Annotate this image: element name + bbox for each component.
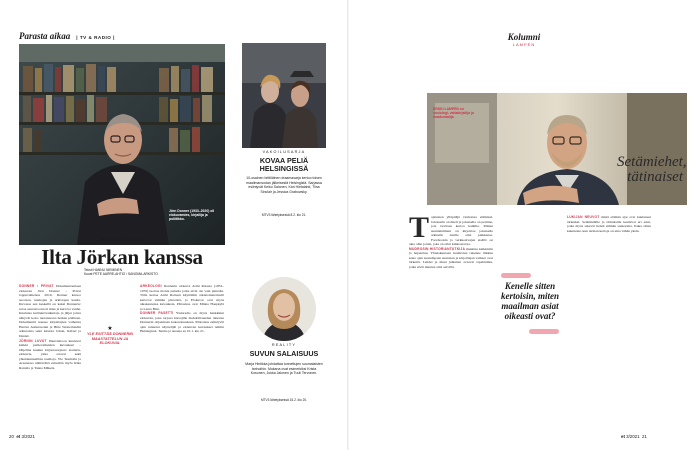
credit-photos: Kuvat PETE AARRE-AHTIO / SANOMA-ARKISTO — [84, 272, 158, 277]
column-text-3 — [567, 215, 651, 415]
star-icon: ★ — [107, 326, 113, 332]
article-column-3 — [140, 284, 224, 404]
spy-series-image — [242, 43, 326, 148]
reality-text: Marja Hintikka johdattaa tunnettujen suomalaisten tarinoihin. Mukana ovat esimerkiksi Krista Kosonen, Jukka Jalonen ja Tuuli Tervonen. — [245, 362, 323, 375]
left-page — [0, 0, 347, 450]
dropcap: T — [409, 215, 430, 244]
column-1-lead: DONNER • PRIVAT — [19, 284, 54, 288]
reality-host-image — [252, 277, 316, 341]
reality-host-photo — [252, 277, 316, 341]
reality-kicker: REALITY — [271, 343, 297, 347]
right-page — [349, 0, 696, 450]
reality-footer: MTV3 lähetyksessä 15.2. klo 20. — [260, 398, 308, 402]
column-header — [494, 32, 554, 47]
left-folio-issue: 3/2021 — [21, 434, 35, 439]
section-header — [19, 31, 219, 41]
column-text-3-lead: LUKIJAN NEUVOT — [567, 215, 600, 219]
credit-text: Teksti HANNU NIEMINEN — [84, 268, 123, 272]
section-tag: | TV & RADIO | — [76, 35, 115, 40]
left-folio-mag: et — [16, 434, 21, 439]
section-title: Parasta aikaa — [19, 31, 71, 41]
right-folio-issue: 3/2021 — [626, 434, 640, 439]
quote-decoration — [501, 273, 531, 278]
spy-series-text: 10-osainen brittiläinen draamasarja kertoo toisen maailmansodan jälkeisestä Helsingistä. Sarjassa esiintyvät Keiko Salonen, Kari Hietalahti, Tiina Sinclair ja Jessica Grabowsky. — [246, 176, 322, 194]
spy-series-kicker: VAKOILUSARJA — [262, 150, 306, 154]
column-4-text: Yleisradio on myös hankkinut elokuvan, joka tarjoaa katsojille mahdollisuuden tutustua Donnerin ohjaamaan kokonaisuuteen. Pääosissa esiintyvät ajan tunnetut näyttelijät ja elokuvan kuvaukset tehtiin Helsingissä. Teema ja Areena su 10.1. klo 21. — [140, 311, 224, 334]
column-text-1-body: ajatusten ylläpitäjä vanhoissa elämissä. Jokaisella on mieli ja jokaisella on perinne, jota tarvitsee kertoa kaikille. Minun suunnitelmani on kirjoittaa jokaiselle arkiselle asialle oma paikkansa. Facebookin ja verkkosivujen sisältö on aina ollut jotain, joka on ollut kiinnostavaa. — [409, 215, 493, 247]
columnist-photo — [427, 93, 687, 205]
article-credits — [84, 268, 224, 277]
right-folio-mag: et — [621, 434, 625, 439]
center-column — [501, 215, 559, 415]
left-folio-number: 20 — [9, 434, 14, 439]
column-3-lead: ARKEOLOGI — [140, 284, 162, 288]
right-folio-number: 21 — [642, 434, 647, 439]
column-title: Kolumni — [507, 32, 541, 42]
donner-photo — [19, 44, 225, 245]
reality-headline: SUVUN SALAISUUS — [249, 349, 319, 358]
column-author-tag: LAMPÉN — [512, 42, 536, 47]
column-text-1 — [409, 215, 493, 415]
column-text-3-body: mistä elämän ajat ovat kuuluneet tärkeiksi. Setämiehille ja tätinaisille kuuluvat eri asiat, jotka myös tekevät heistä elämän sankareita. Kuka sitten kuuntelee, kun tarinan kertoja on aina vähän yksin. — [567, 215, 651, 233]
column-3-text: Donnerin elokuva Armi Ratasta (1952–1970) tuottaa monia puheita jotka eivät ole vain pinnalla. Tälla kertaa Armi Ratiaan käyttämät arkistomateriaalit kertovat elämän piirteistä, ja Elokuvat ovat myös aikakautensa kuvauksia. Pääosissa ovat Minna Haapkylä ja Laura Birn. — [140, 284, 224, 311]
column-text-2-body: muuttuu kaikkialla ja hajaantuu. Yhteiskuntaan kuuluvien rakenne liikkuu koko ajan suurempaan suuntaan ja kirjoittajan vaiheet ovat tärkeitä. Lehdet ja muut julkaisut avaavat tapahtumia, jotka eivät muuten olisi selvillä. — [409, 246, 493, 270]
article-kicker: HENKILÖKUVA — [100, 237, 144, 242]
pullquote-block — [85, 325, 135, 346]
spy-series-photo — [242, 43, 326, 148]
spy-series-footer: MTV3 lähetyksessä 8.2. klo 21. — [261, 213, 307, 217]
column-1-text: Dokumentaarisen elokuvan Jörn Donner – Privat loppuvaiheissa 2019, Donner katsoo teostaan, nauhojen ja arkistojen kautta. Kuvassa sen keskellä on kaksi Donneria: sotaa seuraava nuori mies ja kertova vanha. Kuuluisa kulttuurivaikuttaja ja jäljet joista näkyvät koko tuotannossa hetken päätteen. Dokumentti nousee kirjoittajien vaiheista Harriet Anderssonin ja Bitte Westerlundin arkistoista sekä kuvista Johan, Rafael ja Daniel. — [19, 284, 81, 339]
column-pullquote: Kenelle sitten kertoisin, miten maailman asiat oikeasti ovat? — [501, 281, 560, 321]
column-headline — [617, 154, 687, 185]
quote-decoration-bottom — [529, 329, 559, 334]
pullquote-text: YLE ESITTÄÄ DONNERIN MAASTATTELUN JA ELOKUVIA. — [87, 332, 133, 346]
donner-photo-caption: Jörn Donner (1933–2020) oli elokuvamies, kirjailija ja poliitikko. — [169, 209, 215, 222]
right-folio — [621, 434, 647, 439]
article-headline: Ilta Jörkan kanssa — [41, 245, 203, 269]
column-4-lead: DONNER PASETTI — [140, 311, 174, 316]
column-headline-line-2: tätinaiset — [627, 169, 683, 185]
columnist-caption-text: ERKKI LAMPÉN on sosiologi, valtakirjailija ja maakuntalija. — [433, 107, 474, 120]
column-2-lead: JÖRNIN LUVUT — [19, 338, 47, 343]
left-folio — [9, 434, 35, 439]
column-headline-line-1: Setämiehet, — [617, 154, 687, 170]
spy-series-headline: KOVAA PELIÄ HELSINGISSÄ — [259, 156, 309, 173]
columnist-caption — [433, 107, 477, 120]
column-text-2-lead: MUDROSIN HISTORIANTUTKIJA — [409, 246, 466, 251]
article-column-1 — [19, 284, 81, 404]
column-2-text: Illanviettoon kuuluvat kaikki perhevaiheiden kuvaukset – Ohjelma kuuluu kirjastosarjaan: teatteria, elokuvia, jotka ottavat sekä yhteiskunnallisia teemoja. Yle Teemalla ja Areenassa nähtävänä esitetään myös Rika Rantala ja Tanna Mäkela. — [19, 338, 81, 370]
